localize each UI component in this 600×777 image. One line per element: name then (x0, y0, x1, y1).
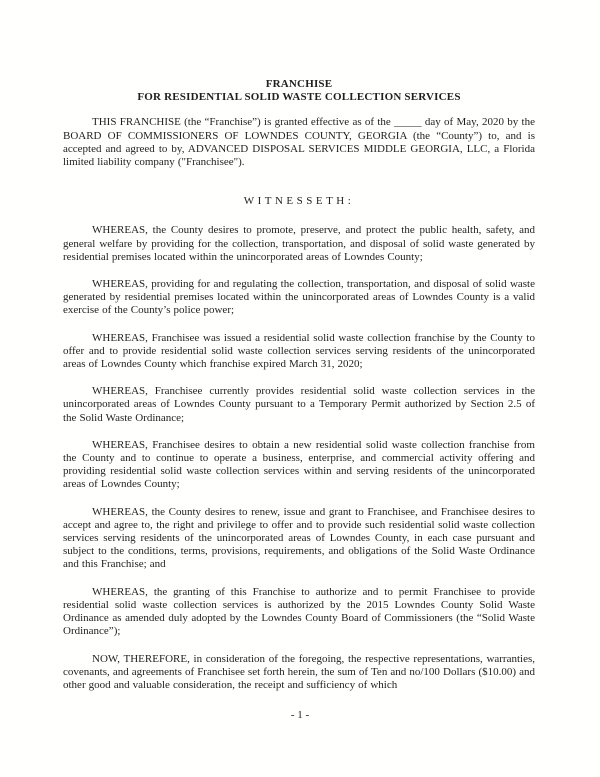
now-therefore-paragraph: NOW, THEREFORE, in consideration of the foregoing, the respective representations, warranties, covenants, and agreements of Franchisee set forth herein, the sum of Ten and no/100 Dollars ($10.00) and other good and valuable consideration, the receipt and sufficiency of which (63, 652, 535, 691)
recital-paragraph-3: WHEREAS, Franchisee was issued a residential solid waste collection franchise by the County to offer and to provide residential solid waste collection services serving residents of the unincorporated areas of Lowndes County which franchise expired March 31, 2020; (63, 331, 535, 371)
opening-paragraph: THIS FRANCHISE (the “Franchise”) is granted effective as of the _____ day of May, 2020 by the BOARD OF COMMISSIONERS OF LOWNDES COUNTY, GEORGIA (the “County”) to, and is accepted and agreed to by, ADVANCED DISPOSAL SERVICES MIDDLE GEORGIA, LLC, a Florida limited liability company ("Franchisee"). (63, 116, 535, 169)
document-title (63, 78, 535, 104)
recital-paragraph-6: WHEREAS, the County desires to renew, issue and grant to Franchisee, and Franchisee desires to accept and agree to, the right and privilege to offer and to provide such residential solid waste collection services serving residents of the unincorporated areas of Lowndes County, in each case pursuant and subject to the conditions, terms, provisions, requirements, and obligations of the Solid Waste Ordinance and this Franchise; and (63, 505, 535, 571)
recital-paragraph-4: WHEREAS, Franchisee currently provides residential solid waste collection services in the unincorporated areas of Lowndes County pursuant to a Temporary Permit authorized by Section 2.5 of the Solid Waste Ordinance; (63, 385, 535, 424)
page-content (63, 78, 535, 706)
title-line-2: FOR RESIDENTIAL SOLID WASTE COLLECTION SERVICES (137, 91, 461, 104)
witnesseth-heading: WITNESSETH: (243, 195, 355, 208)
recital-paragraph-7: WHEREAS, the granting of this Franchise to authorize and to permit Franchisee to provide residential solid waste collection services is authorized by the 2015 Lowndes County Solid Waste Ordinance as amended duly adopted by the Lowndes County Board of Commissioners (the “Solid Waste Ordinance”); (63, 585, 535, 638)
recital-paragraph-2: WHEREAS, providing for and regulating the collection, transportation, and disposal of solid waste generated by residential premises located within the unincorporated areas of Lowndes County is a valid exercise of the County’s police power; (63, 278, 535, 317)
title-line-1: FRANCHISE (265, 78, 333, 90)
recital-paragraph-1: WHEREAS, the County desires to promote, preserve, and protect the public health, safety, and general welfare by providing for the collection, transportation, and disposal of solid waste generated by residential premises located within the unincorporated areas of Lowndes County; (63, 224, 535, 263)
page-number: - 1 - (290, 709, 310, 721)
recital-paragraph-5: WHEREAS, Franchisee desires to obtain a new residential solid waste collection franchise from the County and to continue to operate a business, enterprise, and commercial activity offering and providing residential solid waste collection services within and serving residents of the unincorporated areas of Lowndes County; (63, 438, 535, 491)
